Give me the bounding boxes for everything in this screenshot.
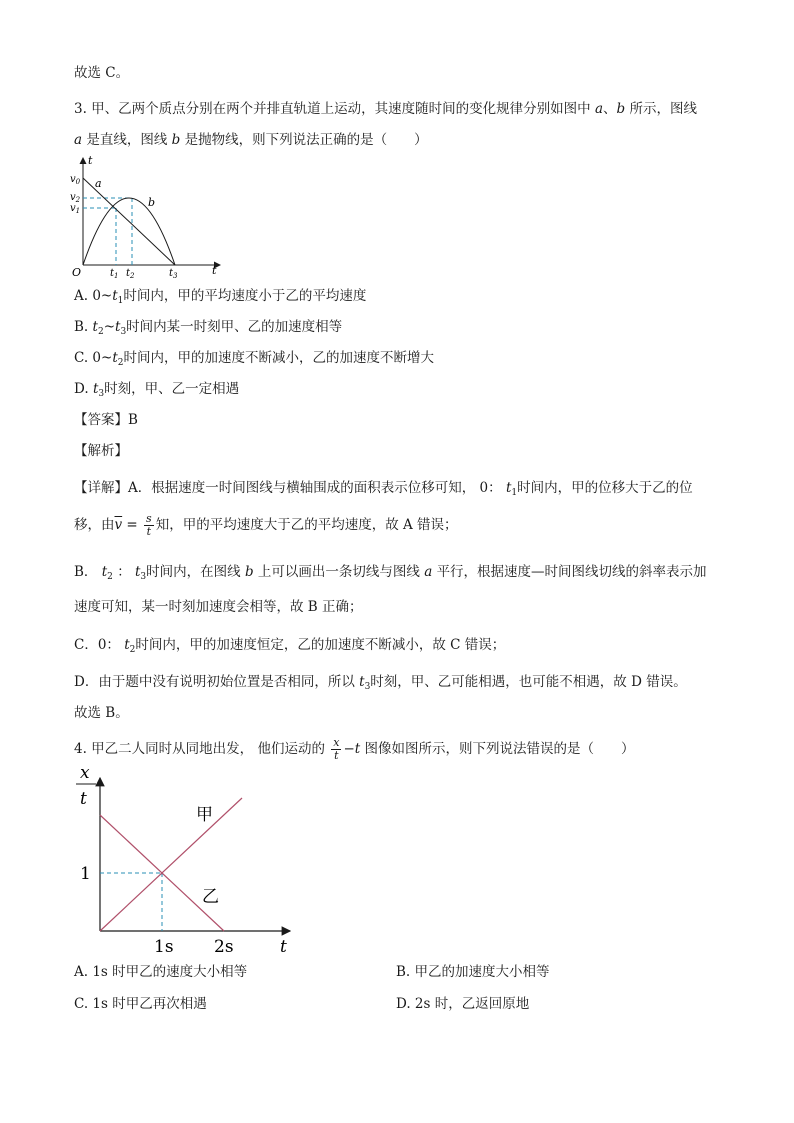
q3-detail-a-line1: 【详解】A．根据速度一时间图线与横轴围成的面积表示位移可知， 0： $t_1$时间内，甲的位移大于乙的位 xyxy=(74,480,693,498)
q3-detail-c: C．0： $t_2$时间内，甲的加速度恒定，乙的加速度不断减小，故 C 错误； xyxy=(74,637,506,655)
fraction-x-over-t: $\frac{x}{t}$ xyxy=(333,736,340,762)
fig2-label-y-den: t xyxy=(80,789,87,809)
q3-option-c[interactable]: C. $0\sim t_2$时间内，甲的加速度不断减小，乙的加速度不断增大 xyxy=(74,350,435,368)
fig2-tick-1s: 1s xyxy=(154,937,174,957)
q4-xt-graph xyxy=(68,762,298,958)
q3-option-a[interactable]: A. $0\sim t_1$时间内，甲的平均速度小于乙的平均速度 xyxy=(74,288,367,306)
q3-pick-b: 故选 B。 xyxy=(74,705,129,721)
fig1-label-origin: O xyxy=(72,266,82,279)
fig1-line-a xyxy=(83,178,175,265)
q3-option-b[interactable]: B. $t_2\sim t_3$时间内某一时刻甲、乙的加速度相等 xyxy=(74,319,343,337)
fig2-tick-y-1: 1 xyxy=(80,864,91,884)
q3-detail-a-line2: 移，由$\overline{v}$ = $\frac{s}{t}$ 知，甲的平均速度大于乙的平均速度，故 A 错误； xyxy=(74,512,458,538)
q4-option-c[interactable]: C. 1s 时甲乙再次相遇 xyxy=(74,996,207,1012)
q3-answer: 【答案】B xyxy=(74,412,138,428)
fig2-label-yi: 乙 xyxy=(202,887,219,907)
q3-option-d[interactable]: D. $t_3$时刻，甲、乙一定相遇 xyxy=(74,381,240,399)
q3-analysis-heading: 【解析】 xyxy=(74,443,128,459)
fig1-label-v2: $v_2$ xyxy=(70,192,81,204)
fig2-label-jia: 甲 xyxy=(196,805,213,825)
fig1-label-t-axis: t xyxy=(212,264,217,277)
fig1-label-t2: $t_2$ xyxy=(126,268,135,280)
fig1-label-a: a xyxy=(95,177,102,190)
fraction-s-over-t: $\frac{s}{t}$ xyxy=(146,512,152,538)
fig1-label-b: b xyxy=(148,196,156,209)
fig1-label-v: t xyxy=(88,154,93,167)
q4-option-a[interactable]: A. 1s 时甲乙的速度大小相等 xyxy=(74,964,248,980)
q3-detail-b-line2: 速度可知，某一时刻加速度会相等，故 B 正确； xyxy=(74,599,363,615)
prev-conclusion: 故选 C。 xyxy=(74,65,130,81)
q3-vt-graph xyxy=(68,152,228,280)
q3-detail-b-line1: B． $t_2$ ： $t_3$时间内，在图线 b 上可以画出一条切线与图线 a 平行，根据速度—时间图线切线的斜率表示加 xyxy=(74,564,707,582)
fig2-label-y-num: x xyxy=(80,763,90,783)
fig1-curve-b xyxy=(83,198,175,265)
fig1-label-t3: $t_3$ xyxy=(169,268,178,280)
fig2-label-t-axis: t xyxy=(280,937,287,957)
fig2-tick-2s: 2s xyxy=(214,937,234,957)
q3-stem-line1: 3. 甲、乙两个质点分别在两个并排直轨道上运动，其速度随时间的变化规律分别如图中 a、b 所示，图线 xyxy=(74,101,697,117)
fig1-label-t1: $t_1$ xyxy=(110,268,119,280)
fig1-label-v1: $v_1$ xyxy=(70,203,81,215)
fig2-line-jia xyxy=(100,798,242,931)
q4-stem: 4. 甲乙二人同时从同地出发， 他们运动的 $\frac{x}{t}$ −t 图像如图所示，则下列说法错误的是（ ） xyxy=(74,736,635,762)
q4-option-d[interactable]: D. 2s 时，乙返回原地 xyxy=(396,996,530,1012)
fig1-label-v0: $v_0$ xyxy=(70,174,81,186)
q3-detail-d: D．由于题中没有说明初始位置是否相同，所以 $t_3$时刻，甲、乙可能相遇，也可能不相遇，故 D 错误。 xyxy=(74,674,687,692)
q4-option-b[interactable]: B. 甲乙的加速度大小相等 xyxy=(396,964,550,980)
q3-stem-line2: a 是直线，图线 b 是抛物线，则下列说法正确的是（ ） xyxy=(74,132,428,148)
